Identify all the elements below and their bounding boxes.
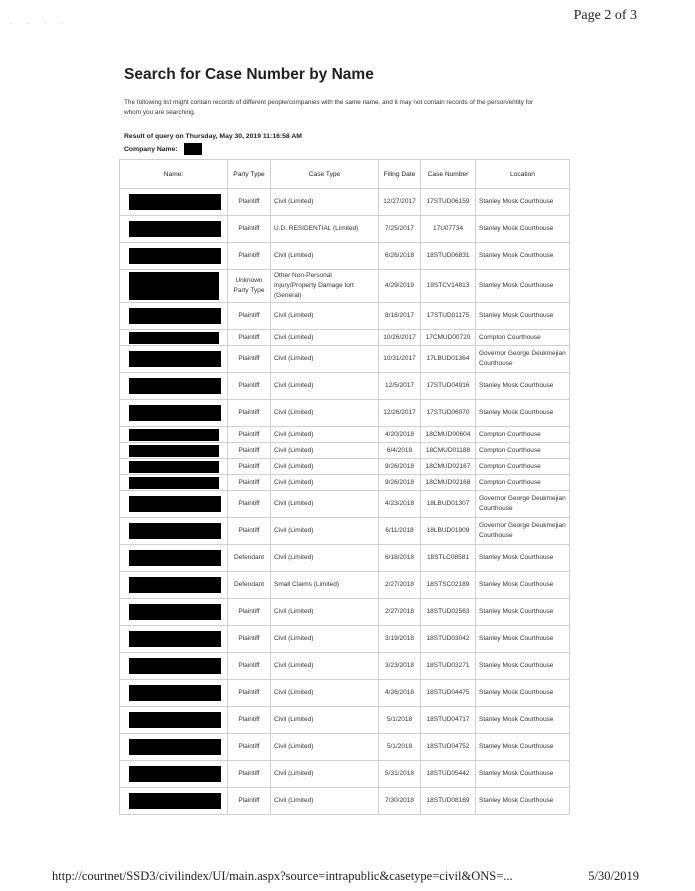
case-number-cell: 19STCV14813 bbox=[421, 270, 476, 303]
case-type-cell: Civil (Limited) bbox=[271, 459, 379, 475]
table-row bbox=[120, 346, 570, 373]
case-number-cell: 17CMUD00720 bbox=[421, 330, 476, 346]
table-row bbox=[120, 443, 570, 459]
case-number-cell: 18STUD03271 bbox=[421, 653, 476, 680]
redaction-block bbox=[129, 712, 221, 728]
location-cell: Stanley Mosk Courthouse bbox=[476, 788, 570, 815]
case-number-cell: 18STSC02189 bbox=[421, 572, 476, 599]
location-cell: Stanley Mosk Courthouse bbox=[476, 653, 570, 680]
name-cell bbox=[120, 216, 228, 243]
party-type-cell: Plaintiff bbox=[228, 303, 271, 330]
location-cell: Stanley Mosk Courthouse bbox=[476, 734, 570, 761]
party-type-cell: Plaintiff bbox=[228, 189, 271, 216]
query-result-line: Result of query on Thursday, May 30, 2019 11:16:58 AM bbox=[124, 133, 302, 140]
table-row bbox=[120, 373, 570, 400]
table-row bbox=[120, 216, 570, 243]
name-cell bbox=[120, 346, 228, 373]
location-cell: Stanley Mosk Courthouse bbox=[476, 216, 570, 243]
location-cell: Compton Courthouse bbox=[476, 443, 570, 459]
location-cell: Stanley Mosk Courthouse bbox=[476, 707, 570, 734]
table-header-row bbox=[120, 160, 570, 189]
case-number-cell: 18LBUD01307 bbox=[421, 491, 476, 518]
party-type-cell: Plaintiff bbox=[228, 680, 271, 707]
name-cell bbox=[120, 761, 228, 788]
case-number-cell: 17STUD01175 bbox=[421, 303, 476, 330]
case-type-cell: Civil (Limited) bbox=[271, 491, 379, 518]
case-number-cell: 17U07734 bbox=[421, 216, 476, 243]
table-row bbox=[120, 330, 570, 346]
filing-date-cell: 10/26/2017 bbox=[379, 330, 421, 346]
column-header-party-type: Party Type bbox=[228, 160, 271, 189]
case-type-cell: Civil (Limited) bbox=[271, 599, 379, 626]
party-type-cell: Plaintiff bbox=[228, 734, 271, 761]
filing-date-cell: 6/11/2018 bbox=[379, 518, 421, 545]
case-type-cell: Civil (Limited) bbox=[271, 626, 379, 653]
case-type-cell: Civil (Limited) bbox=[271, 330, 379, 346]
case-number-cell: 18LBUD01909 bbox=[421, 518, 476, 545]
name-cell bbox=[120, 459, 228, 475]
redaction-block bbox=[129, 766, 221, 782]
company-name-line bbox=[124, 143, 202, 155]
table-row bbox=[120, 734, 570, 761]
filing-date-cell: 4/26/2018 bbox=[379, 680, 421, 707]
location-cell: Stanley Mosk Courthouse bbox=[476, 400, 570, 427]
location-cell: Stanley Mosk Courthouse bbox=[476, 373, 570, 400]
column-header-filing-date: Filing Date bbox=[379, 160, 421, 189]
case-number-cell: 18CMUD02168 bbox=[421, 475, 476, 491]
case-number-cell: 18STUD02563 bbox=[421, 599, 476, 626]
redaction-block bbox=[129, 461, 219, 473]
party-type-cell: Plaintiff bbox=[228, 373, 271, 400]
filing-date-cell: 4/29/2019 bbox=[379, 270, 421, 303]
filing-date-cell: 8/18/2017 bbox=[379, 303, 421, 330]
location-cell: Governor George Deukmejian Courthouse bbox=[476, 346, 570, 373]
party-type-cell: Defendant bbox=[228, 572, 271, 599]
table-row bbox=[120, 270, 570, 303]
case-type-cell: Civil (Limited) bbox=[271, 545, 379, 572]
case-type-cell: Civil (Limited) bbox=[271, 680, 379, 707]
table-row bbox=[120, 572, 570, 599]
filing-date-cell: 3/23/2018 bbox=[379, 653, 421, 680]
case-number-cell: 18STUD04717 bbox=[421, 707, 476, 734]
case-number-cell: 18STUD08169 bbox=[421, 788, 476, 815]
party-type-cell: Plaintiff bbox=[228, 459, 271, 475]
party-type-cell: Plaintiff bbox=[228, 400, 271, 427]
name-cell bbox=[120, 443, 228, 459]
case-type-cell: U.D. RESIDENTIAL (Limited) bbox=[271, 216, 379, 243]
case-number-cell: 18CMUD01188 bbox=[421, 443, 476, 459]
case-type-cell: Civil (Limited) bbox=[271, 475, 379, 491]
table-row bbox=[120, 459, 570, 475]
case-number-cell: 18STUD05442 bbox=[421, 761, 476, 788]
redaction-block bbox=[129, 550, 221, 566]
redaction-block bbox=[129, 739, 221, 755]
party-type-cell: Plaintiff bbox=[228, 346, 271, 373]
party-type-cell: Plaintiff bbox=[228, 427, 271, 443]
location-cell: Compton Courthouse bbox=[476, 459, 570, 475]
table-row bbox=[120, 518, 570, 545]
party-type-cell: Plaintiff bbox=[228, 443, 271, 459]
table-row bbox=[120, 491, 570, 518]
name-cell bbox=[120, 373, 228, 400]
name-cell bbox=[120, 427, 228, 443]
party-type-cell: Plaintiff bbox=[228, 491, 271, 518]
page-title: Search for Case Number by Name bbox=[124, 66, 374, 83]
redaction-block bbox=[129, 477, 219, 489]
redaction-block bbox=[129, 221, 221, 237]
case-number-cell: 18STLC08581 bbox=[421, 545, 476, 572]
filing-date-cell: 4/20/2018 bbox=[379, 427, 421, 443]
filing-date-cell: 9/26/2018 bbox=[379, 475, 421, 491]
name-cell bbox=[120, 189, 228, 216]
redaction-block bbox=[129, 658, 221, 674]
case-type-cell: Civil (Limited) bbox=[271, 427, 379, 443]
filing-date-cell: 12/27/2017 bbox=[379, 189, 421, 216]
name-cell bbox=[120, 707, 228, 734]
redaction-block bbox=[129, 248, 221, 264]
redaction-block bbox=[129, 405, 221, 421]
filing-date-cell: 5/1/2018 bbox=[379, 707, 421, 734]
redaction-block bbox=[129, 272, 219, 300]
name-cell bbox=[120, 243, 228, 270]
redaction-block bbox=[129, 308, 221, 324]
location-cell: Governor George Deukmejian Courthouse bbox=[476, 518, 570, 545]
redaction-block bbox=[129, 351, 221, 367]
intro-text: The following list might contain records of different people/companies with the same name, and it may not contain records of the person/entity for whom you are searching. bbox=[124, 99, 534, 116]
case-number-cell: 18CMUD00604 bbox=[421, 427, 476, 443]
name-cell bbox=[120, 303, 228, 330]
redaction-block bbox=[129, 378, 221, 394]
table-row bbox=[120, 189, 570, 216]
filing-date-cell: 2/27/2018 bbox=[379, 572, 421, 599]
case-type-cell: Civil (Limited) bbox=[271, 761, 379, 788]
redaction-block bbox=[129, 604, 221, 620]
party-type-cell: Plaintiff bbox=[228, 653, 271, 680]
filing-date-cell: 7/25/2017 bbox=[379, 216, 421, 243]
name-cell bbox=[120, 475, 228, 491]
company-name-label: Company Name: bbox=[124, 145, 178, 153]
redaction-block bbox=[129, 429, 219, 441]
name-cell bbox=[120, 330, 228, 346]
case-results-table bbox=[119, 159, 570, 815]
table-row bbox=[120, 427, 570, 443]
name-cell bbox=[120, 572, 228, 599]
case-number-cell: 18STUD06831 bbox=[421, 243, 476, 270]
case-number-cell: 17LBUD01364 bbox=[421, 346, 476, 373]
party-type-cell: Plaintiff bbox=[228, 761, 271, 788]
case-number-cell: 17STUD06159 bbox=[421, 189, 476, 216]
table-row bbox=[120, 653, 570, 680]
party-type-cell: Plaintiff bbox=[228, 599, 271, 626]
redaction-block bbox=[129, 577, 221, 593]
footer-url: http://courtnet/SSD3/civilindex/UI/main.aspx?source=intrapublic&casetype=civil&ONS=... bbox=[52, 869, 513, 883]
case-type-cell: Civil (Limited) bbox=[271, 734, 379, 761]
case-type-cell: Civil (Limited) bbox=[271, 303, 379, 330]
case-type-cell: Civil (Limited) bbox=[271, 707, 379, 734]
table-row bbox=[120, 400, 570, 427]
case-number-cell: 17STUD04916 bbox=[421, 373, 476, 400]
name-cell bbox=[120, 400, 228, 427]
location-cell: Stanley Mosk Courthouse bbox=[476, 626, 570, 653]
name-cell bbox=[120, 518, 228, 545]
table-row bbox=[120, 599, 570, 626]
footer-date: 5/30/2019 bbox=[588, 869, 639, 883]
redaction-block bbox=[129, 523, 221, 539]
filing-date-cell: 9/26/2018 bbox=[379, 459, 421, 475]
filing-date-cell: 3/19/2018 bbox=[379, 626, 421, 653]
party-type-cell: Plaintiff bbox=[228, 216, 271, 243]
party-type-cell: Plaintiff bbox=[228, 475, 271, 491]
case-type-cell: Small Claims (Limited) bbox=[271, 572, 379, 599]
scan-artifact: . . . . bbox=[10, 16, 70, 26]
name-cell bbox=[120, 626, 228, 653]
column-header-name: Name: bbox=[120, 160, 228, 189]
name-cell bbox=[120, 788, 228, 815]
name-cell bbox=[120, 491, 228, 518]
redaction-block bbox=[129, 631, 221, 647]
table-row bbox=[120, 707, 570, 734]
case-rows bbox=[120, 189, 570, 815]
case-type-cell: Civil (Limited) bbox=[271, 788, 379, 815]
location-cell: Compton Courthouse bbox=[476, 427, 570, 443]
case-type-cell: Civil (Limited) bbox=[271, 189, 379, 216]
filing-date-cell: 7/30/2018 bbox=[379, 788, 421, 815]
filing-date-cell: 5/1/2018 bbox=[379, 734, 421, 761]
case-type-cell: Civil (Limited) bbox=[271, 653, 379, 680]
party-type-cell: Plaintiff bbox=[228, 707, 271, 734]
case-type-cell: Civil (Limited) bbox=[271, 400, 379, 427]
case-type-cell: Civil (Limited) bbox=[271, 518, 379, 545]
name-cell bbox=[120, 680, 228, 707]
redaction-block bbox=[129, 793, 221, 809]
location-cell: Stanley Mosk Courthouse bbox=[476, 545, 570, 572]
location-cell: Governor George Deukmejian Courthouse bbox=[476, 491, 570, 518]
name-cell bbox=[120, 653, 228, 680]
location-cell: Compton Courthouse bbox=[476, 475, 570, 491]
redaction-block bbox=[184, 143, 202, 155]
table-row bbox=[120, 761, 570, 788]
party-type-cell: Plaintiff bbox=[228, 626, 271, 653]
redaction-block bbox=[129, 685, 221, 701]
table-row bbox=[120, 788, 570, 815]
table-row bbox=[120, 243, 570, 270]
party-type-cell: Unknown Party Type bbox=[228, 270, 271, 303]
column-header-location: Location bbox=[476, 160, 570, 189]
case-type-cell: Civil (Limited) bbox=[271, 443, 379, 459]
location-cell: Stanley Mosk Courthouse bbox=[476, 599, 570, 626]
location-cell: Stanley Mosk Courthouse bbox=[476, 761, 570, 788]
filing-date-cell: 10/31/2017 bbox=[379, 346, 421, 373]
case-type-cell: Civil (Limited) bbox=[271, 243, 379, 270]
redaction-block bbox=[129, 496, 221, 512]
name-cell bbox=[120, 270, 228, 303]
location-cell: Stanley Mosk Courthouse bbox=[476, 270, 570, 303]
party-type-cell: Plaintiff bbox=[228, 788, 271, 815]
filing-date-cell: 4/23/2018 bbox=[379, 491, 421, 518]
name-cell bbox=[120, 599, 228, 626]
location-cell: Stanley Mosk Courthouse bbox=[476, 303, 570, 330]
location-cell: Compton Courthouse bbox=[476, 330, 570, 346]
table-row bbox=[120, 303, 570, 330]
case-type-cell: Civil (Limited) bbox=[271, 346, 379, 373]
redaction-block bbox=[129, 332, 219, 344]
table-row bbox=[120, 545, 570, 572]
table-row bbox=[120, 475, 570, 491]
case-number-cell: 18STUD04475 bbox=[421, 680, 476, 707]
location-cell: Stanley Mosk Courthouse bbox=[476, 189, 570, 216]
case-type-cell: Other Non-Personal Injury/Property Damage tort (General) bbox=[271, 270, 379, 303]
party-type-cell: Plaintiff bbox=[228, 243, 271, 270]
filing-date-cell: 12/5/2017 bbox=[379, 373, 421, 400]
case-number-cell: 18STUD04752 bbox=[421, 734, 476, 761]
party-type-cell: Plaintiff bbox=[228, 518, 271, 545]
column-header-case-type: Case Type bbox=[271, 160, 379, 189]
party-type-cell: Defendant bbox=[228, 545, 271, 572]
name-cell bbox=[120, 545, 228, 572]
party-type-cell: Plaintiff bbox=[228, 330, 271, 346]
filing-date-cell: 6/18/2018 bbox=[379, 545, 421, 572]
redaction-block bbox=[129, 445, 219, 457]
name-cell bbox=[120, 734, 228, 761]
case-number-cell: 18STUD03042 bbox=[421, 626, 476, 653]
filing-date-cell: 12/26/2017 bbox=[379, 400, 421, 427]
location-cell: Stanley Mosk Courthouse bbox=[476, 680, 570, 707]
location-cell: Stanley Mosk Courthouse bbox=[476, 243, 570, 270]
filing-date-cell: 2/27/2018 bbox=[379, 599, 421, 626]
case-type-cell: Civil (Limited) bbox=[271, 373, 379, 400]
column-header-case-number: Case Number bbox=[421, 160, 476, 189]
table-row bbox=[120, 680, 570, 707]
filing-date-cell: 5/31/2018 bbox=[379, 761, 421, 788]
redaction-block bbox=[129, 194, 221, 210]
filing-date-cell: 6/26/2018 bbox=[379, 243, 421, 270]
filing-date-cell: 6/4/2018 bbox=[379, 443, 421, 459]
table-row bbox=[120, 626, 570, 653]
location-cell: Stanley Mosk Courthouse bbox=[476, 572, 570, 599]
case-number-cell: 17STUD06070 bbox=[421, 400, 476, 427]
case-number-cell: 18CMUD02167 bbox=[421, 459, 476, 475]
page-number: Page 2 of 3 bbox=[573, 8, 637, 23]
